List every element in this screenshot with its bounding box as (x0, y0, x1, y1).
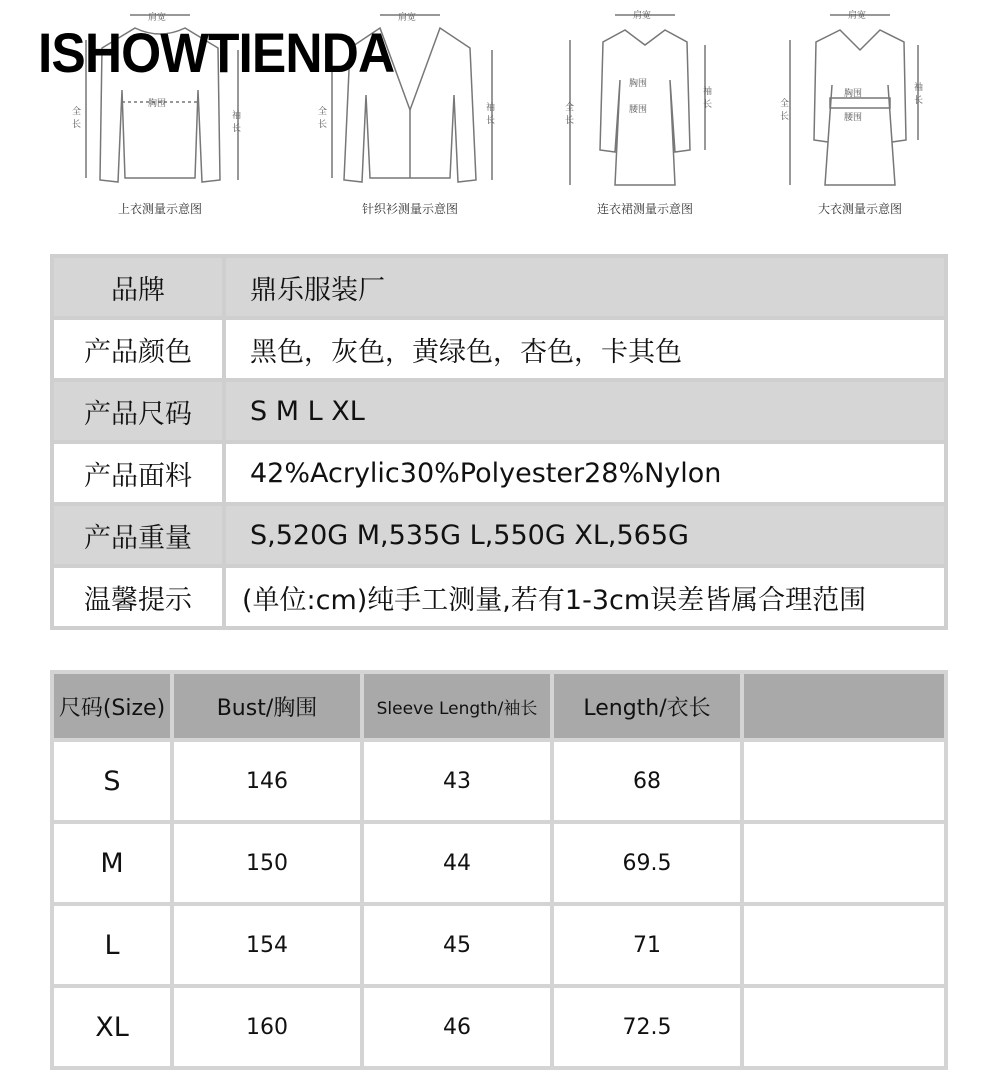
info-row (52, 318, 946, 380)
product-info-table (50, 254, 948, 630)
col-header-bust: Bust/胸围 (174, 674, 360, 738)
bust-cell: 150 (174, 824, 360, 902)
sleeve-label: 袖长 (703, 87, 713, 110)
info-key: 品牌 (52, 256, 224, 318)
shoulder-label: 肩宽 (148, 13, 167, 23)
dress-garment-icon (545, 0, 745, 200)
info-row (52, 380, 946, 442)
diagram-caption: 连衣裙测量示意图 (596, 202, 693, 216)
diagram-caption: 上衣测量示意图 (117, 202, 202, 216)
info-value: 42%Acrylic30%Polyester28%Nylon (224, 442, 946, 504)
length-cell: 69.5 (554, 824, 740, 902)
length-cell: 68 (554, 742, 740, 820)
info-key: 温馨提示 (52, 566, 224, 628)
table-row (54, 988, 944, 1066)
info-key: 产品面料 (52, 442, 224, 504)
empty-cell (744, 906, 944, 984)
chest-label: 胸围 (148, 99, 167, 109)
info-row (52, 442, 946, 504)
size-cell: XL (54, 988, 170, 1066)
size-chart-table (50, 670, 948, 1070)
coat-garment-icon (760, 0, 960, 200)
sleeve-label: 袖长 (486, 103, 496, 126)
sleeve-cell: 45 (364, 906, 550, 984)
waist-label: 腰围 (629, 105, 648, 115)
length-label: 全长 (565, 103, 575, 126)
chest-label: 胸围 (629, 79, 648, 89)
table-row (54, 742, 944, 820)
diagram-caption: 针织衫测量示意图 (361, 202, 458, 216)
table-row (54, 824, 944, 902)
info-key: 产品颜色 (52, 318, 224, 380)
col-header-length: Length/衣长 (554, 674, 740, 738)
info-key: 产品尺码 (52, 380, 224, 442)
empty-cell (744, 824, 944, 902)
info-row (52, 256, 946, 318)
size-cell: M (54, 824, 170, 902)
empty-cell (744, 988, 944, 1066)
sleeve-cell: 44 (364, 824, 550, 902)
size-cell: L (54, 906, 170, 984)
shoulder-label: 肩宽 (633, 11, 652, 21)
col-header-empty (744, 674, 944, 738)
col-header-sleeve: Sleeve Length/袖长 (364, 674, 550, 738)
shoulder-label: 肩宽 (398, 13, 417, 23)
chest-label: 胸围 (844, 89, 863, 99)
info-key: 产品重量 (52, 504, 224, 566)
diagram-coat (760, 0, 960, 216)
sleeve-label: 袖长 (232, 111, 242, 134)
shoulder-label: 肩宽 (848, 11, 867, 21)
length-cell: 71 (554, 906, 740, 984)
info-row (52, 566, 946, 628)
empty-cell (744, 742, 944, 820)
bust-cell: 160 (174, 988, 360, 1066)
waist-label: 腰围 (844, 113, 863, 123)
diagram-dress (545, 0, 745, 216)
brand-logo-text: ISHOWTIENDA (38, 21, 395, 84)
length-label: 全长 (318, 107, 328, 130)
sleeve-label: 袖长 (914, 83, 924, 106)
info-row (52, 504, 946, 566)
length-label: 全长 (72, 107, 82, 130)
diagram-caption: 大衣测量示意图 (817, 202, 902, 216)
size-cell: S (54, 742, 170, 820)
length-label: 全长 (780, 99, 790, 122)
info-value: 黑色，灰色，黄绿色，杏色，卡其色 (224, 318, 946, 380)
info-value: S M L XL (224, 380, 946, 442)
bust-cell: 154 (174, 906, 360, 984)
size-header-row (54, 674, 944, 738)
sleeve-cell: 43 (364, 742, 550, 820)
info-value: 鼎乐服装厂 (224, 256, 946, 318)
col-header-size: 尺码(Size) (54, 674, 170, 738)
info-value: (单位:cm)纯手工测量,若有1-3cm误差皆属合理范围 (224, 566, 946, 628)
length-cell: 72.5 (554, 988, 740, 1066)
sleeve-cell: 46 (364, 988, 550, 1066)
table-row (54, 906, 944, 984)
info-value: S,520G M,535G L,550G XL,565G (224, 504, 946, 566)
bust-cell: 146 (174, 742, 360, 820)
